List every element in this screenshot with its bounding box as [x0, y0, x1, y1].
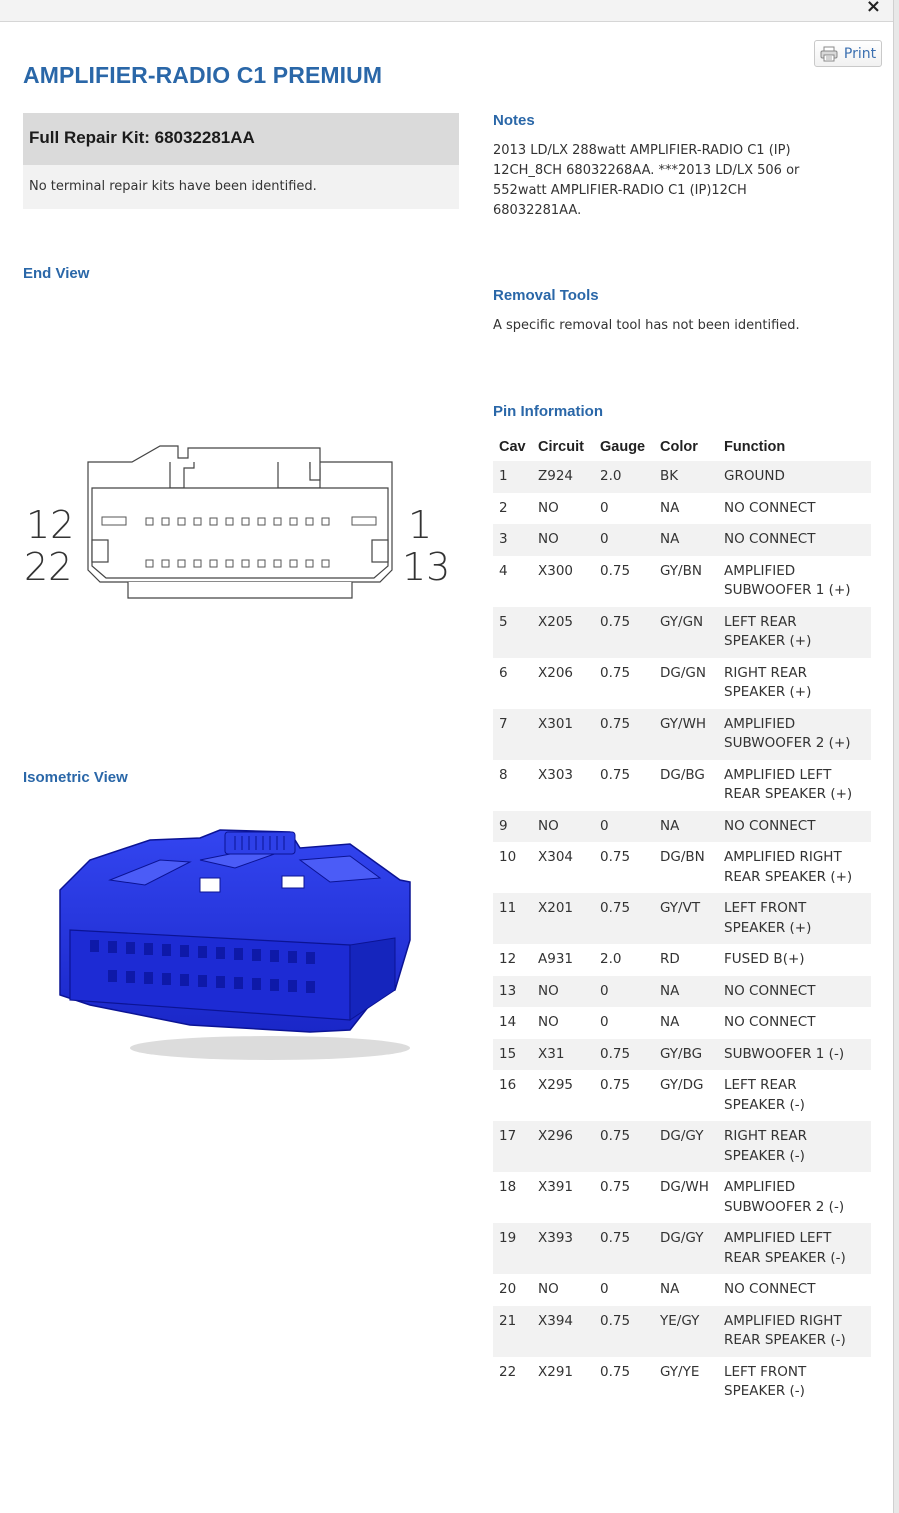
cell-circuit: NO: [532, 976, 594, 1008]
cell-circuit: NO: [538, 1281, 559, 1297]
printer-icon: [820, 46, 838, 62]
repair-kit-panel: [23, 113, 459, 209]
pin-label-12: 12: [26, 503, 75, 547]
cell-cav: 20: [499, 1281, 517, 1297]
notes-text: 2013 LD/LX 288watt AMPLIFIER-RADIO C1 (IP) 12CH_8CH 68032268AA. ***2013 LD/LX 506 or 552watt AMPLIFIER-RADIO C1 (IP)12CH 68032281AA.: [493, 143, 800, 218]
cell-circuit: X205: [532, 607, 594, 658]
function-line: SUBWOOFER 1 (-): [724, 1045, 845, 1062]
cell-circuit: Z924: [532, 461, 594, 493]
function-line: SUBWOOFER 1 (+): [724, 582, 851, 598]
cell-color: DG/WH: [660, 1179, 709, 1195]
function-line: AMPLIFIED LEFT: [724, 1230, 832, 1246]
cell-color: GY/WH: [654, 709, 718, 760]
cell-gauge: 0.75: [600, 1179, 631, 1195]
table-row: [493, 811, 871, 843]
cell-gauge: 0.75: [600, 766, 631, 783]
cell-color: NA: [660, 1014, 680, 1030]
cell-color: NA: [654, 524, 718, 556]
function-line: LEFT REAR: [724, 613, 797, 630]
cell-color: GY/YE: [660, 1363, 700, 1380]
cell-circuit: NO: [538, 1014, 559, 1030]
cell-cav: 2: [499, 499, 508, 516]
cell-circuit: X201: [532, 893, 594, 944]
cell-function: [718, 842, 871, 893]
cell-gauge: 2.0: [600, 951, 622, 967]
cell-cav: 9: [493, 811, 532, 843]
function-line: GROUND: [724, 468, 785, 484]
cell-circuit: X295: [538, 1077, 574, 1093]
function-line: NO CONNECT: [724, 1014, 816, 1030]
cell-color: DG/BG: [660, 766, 705, 783]
table-row: [493, 1274, 871, 1306]
function-line: REAR SPEAKER (+): [724, 786, 853, 802]
cell-gauge: 0.75: [600, 562, 631, 579]
function-line: REAR SPEAKER (+): [724, 868, 853, 885]
cell-color: NA: [654, 976, 718, 1008]
table-row: [493, 556, 871, 607]
cell-color: GY/BN: [660, 562, 702, 579]
pin-table: [493, 433, 871, 1408]
table-row: [493, 842, 871, 893]
cell-color: DG/GN: [660, 664, 706, 681]
cell-function: [718, 1070, 871, 1121]
cell-circuit: X206: [538, 664, 574, 681]
function-line: LEFT FRONT: [724, 1363, 807, 1380]
function-line: AMPLIFIED RIGHT: [724, 1312, 842, 1329]
cell-color: GY/GN: [654, 607, 718, 658]
removal-tools-heading: Removal Tools: [493, 287, 599, 304]
cell-color: GY/DG: [660, 1077, 704, 1093]
function-line: NO CONNECT: [724, 531, 816, 547]
function-line: SPEAKER (+): [724, 633, 812, 649]
cell-cav: 13: [493, 976, 532, 1008]
cell-function: [718, 1039, 871, 1071]
cell-circuit: NO: [532, 524, 594, 556]
cell-color: RD: [660, 951, 680, 967]
cell-color: GY/BG: [654, 1039, 718, 1071]
table-row: [493, 709, 871, 760]
function-line: NO CONNECT: [724, 982, 816, 999]
cell-circuit: X291: [538, 1363, 574, 1380]
cell-color: GY/VT: [654, 893, 718, 944]
cell-cav: 12: [499, 951, 517, 967]
cell-gauge: 0.75: [594, 893, 654, 944]
cell-function: [718, 493, 871, 525]
pin-label-1: 1: [408, 503, 433, 547]
table-row: [493, 944, 871, 976]
cell-circuit: NO: [538, 499, 559, 516]
column-header-circuit: Circuit: [532, 433, 594, 461]
cell-function: [718, 709, 871, 760]
cell-function: [718, 556, 871, 607]
cell-gauge: 0: [600, 1014, 609, 1030]
function-line: SUBWOOFER 2 (-): [724, 1198, 845, 1215]
table-row: [493, 1121, 871, 1172]
cell-function: [718, 461, 871, 493]
function-line: NO CONNECT: [724, 499, 816, 516]
cell-function: [718, 1306, 871, 1357]
cell-gauge: 0.75: [600, 1363, 631, 1380]
cell-gauge: 0.75: [594, 709, 654, 760]
pin-information-heading: Pin Information: [493, 403, 603, 420]
function-line: SPEAKER (-): [724, 1096, 805, 1113]
function-line: LEFT REAR: [724, 1077, 797, 1093]
cell-circuit: X296: [532, 1121, 594, 1172]
table-row: [493, 976, 871, 1008]
cell-circuit: X393: [532, 1223, 594, 1274]
cell-cav: 15: [493, 1039, 532, 1071]
function-line: NO CONNECT: [724, 1281, 816, 1297]
end-view-diagram: [20, 440, 460, 610]
pin-table-header: [493, 433, 871, 461]
window-top-bar: [0, 0, 893, 22]
function-line: SPEAKER (+): [724, 919, 812, 936]
column-header-function: Function: [718, 433, 871, 461]
cell-gauge: 0: [600, 499, 609, 516]
function-line: REAR SPEAKER (-): [724, 1332, 846, 1348]
function-line: SUBWOOFER 2 (+): [724, 735, 851, 751]
print-button[interactable]: [814, 40, 882, 67]
cell-cav: 7: [493, 709, 532, 760]
cell-cav: 10: [499, 849, 517, 865]
cell-color: DG/GY: [654, 1223, 718, 1274]
cell-gauge: 0.75: [600, 849, 631, 865]
cell-gauge: 2.0: [594, 461, 654, 493]
cell-function: [718, 811, 871, 843]
cell-color: YE/GY: [654, 1306, 718, 1357]
cell-circuit: NO: [532, 811, 594, 843]
cell-circuit: X300: [538, 562, 574, 579]
table-row: [493, 1007, 871, 1039]
cell-circuit: X31: [532, 1039, 594, 1071]
table-row: [493, 524, 871, 556]
cell-gauge: 0: [594, 524, 654, 556]
table-row: [493, 760, 871, 811]
cell-cav: 18: [499, 1179, 517, 1195]
cell-function: [718, 760, 871, 811]
function-line: AMPLIFIED: [724, 1179, 796, 1195]
cell-function: [718, 1172, 871, 1223]
pin-label-22: 22: [24, 545, 73, 589]
page-title: AMPLIFIER-RADIO C1 PREMIUM: [23, 62, 383, 88]
table-row: [493, 1223, 871, 1274]
table-row: [493, 461, 871, 493]
cell-cav: 19: [493, 1223, 532, 1274]
cell-gauge: 0: [600, 1281, 609, 1297]
cell-function: [718, 1274, 871, 1306]
cell-cav: 14: [499, 1014, 517, 1030]
table-row: [493, 1357, 871, 1408]
cell-function: [718, 607, 871, 658]
notes-heading: Notes: [493, 112, 535, 129]
cell-gauge: 0.75: [594, 1121, 654, 1172]
cell-function: [718, 1223, 871, 1274]
table-row: [493, 1070, 871, 1121]
cell-cav: 22: [499, 1363, 517, 1380]
table-row: [493, 1172, 871, 1223]
isometric-view-heading: Isometric View: [23, 769, 128, 786]
cell-gauge: 0.75: [594, 1039, 654, 1071]
cell-function: [718, 944, 871, 976]
cell-color: DG/GY: [654, 1121, 718, 1172]
cell-color: NA: [660, 499, 680, 516]
cell-function: [718, 893, 871, 944]
cell-cav: 11: [493, 893, 532, 944]
cell-cav: 6: [499, 664, 508, 681]
column-header-color: Color: [654, 433, 718, 461]
function-line: FUSED B(+): [724, 951, 805, 967]
cell-cav: 1: [493, 461, 532, 493]
pin-label-13: 13: [402, 545, 451, 589]
close-icon[interactable]: ×: [865, 0, 881, 17]
removal-tools-text: A specific removal tool has not been identified.: [493, 318, 800, 333]
end-view-heading: End View: [23, 265, 90, 282]
cell-gauge: 0.75: [594, 1223, 654, 1274]
table-row: [493, 493, 871, 525]
cell-cav: 3: [493, 524, 532, 556]
cell-color: NA: [654, 811, 718, 843]
cell-cav: 4: [499, 562, 508, 579]
table-row: [493, 658, 871, 709]
cell-function: [718, 658, 871, 709]
table-row: [493, 1039, 871, 1071]
cell-gauge: 0.75: [594, 607, 654, 658]
cell-cav: 5: [493, 607, 532, 658]
cell-circuit: A931: [538, 951, 574, 967]
cell-color: NA: [660, 1281, 680, 1297]
cell-function: [718, 1007, 871, 1039]
cell-circuit: X394: [532, 1306, 594, 1357]
function-line: SPEAKER (-): [724, 1147, 805, 1164]
function-line: SPEAKER (-): [724, 1383, 805, 1399]
cell-function: [718, 1121, 871, 1172]
cell-color: BK: [654, 461, 718, 493]
cell-circuit: X391: [538, 1179, 574, 1195]
table-row: [493, 1306, 871, 1357]
terminal-kit-note: No terminal repair kits have been identified.: [23, 165, 459, 209]
cell-circuit: X304: [538, 849, 574, 865]
cell-circuit: X301: [532, 709, 594, 760]
cell-gauge: 0: [594, 976, 654, 1008]
cell-gauge: 0: [594, 811, 654, 843]
cell-cav: 16: [499, 1077, 517, 1093]
print-label: Print: [843, 45, 877, 62]
cell-function: [718, 524, 871, 556]
column-header-cav: Cav: [493, 433, 532, 461]
cell-function: [718, 1357, 871, 1408]
function-line: LEFT FRONT: [724, 900, 807, 916]
scrollbar[interactable]: [893, 0, 899, 1513]
isometric-view-image: [50, 820, 430, 1070]
cell-gauge: 0.75: [600, 664, 631, 681]
cell-cav: 17: [493, 1121, 532, 1172]
function-line: NO CONNECT: [724, 817, 816, 834]
cell-cav: 21: [493, 1306, 532, 1357]
cell-gauge: 0.75: [600, 1077, 631, 1093]
column-header-gauge: Gauge: [594, 433, 654, 461]
cell-circuit: X303: [538, 766, 574, 783]
function-line: REAR SPEAKER (-): [724, 1249, 846, 1266]
table-row: [493, 607, 871, 658]
function-line: RIGHT REAR: [724, 664, 808, 681]
cell-gauge: 0.75: [594, 1306, 654, 1357]
cell-color: DG/BN: [660, 849, 705, 865]
function-line: AMPLIFIED: [724, 715, 796, 732]
function-line: SPEAKER (+): [724, 684, 812, 700]
function-line: AMPLIFIED RIGHT: [724, 849, 842, 865]
function-line: AMPLIFIED LEFT: [724, 766, 832, 783]
function-line: AMPLIFIED: [724, 562, 796, 579]
cell-function: [718, 976, 871, 1008]
function-line: RIGHT REAR: [724, 1128, 808, 1144]
repair-kit-heading: Full Repair Kit: 68032281AA: [23, 113, 459, 165]
table-row: [493, 893, 871, 944]
cell-cav: 8: [499, 766, 508, 783]
